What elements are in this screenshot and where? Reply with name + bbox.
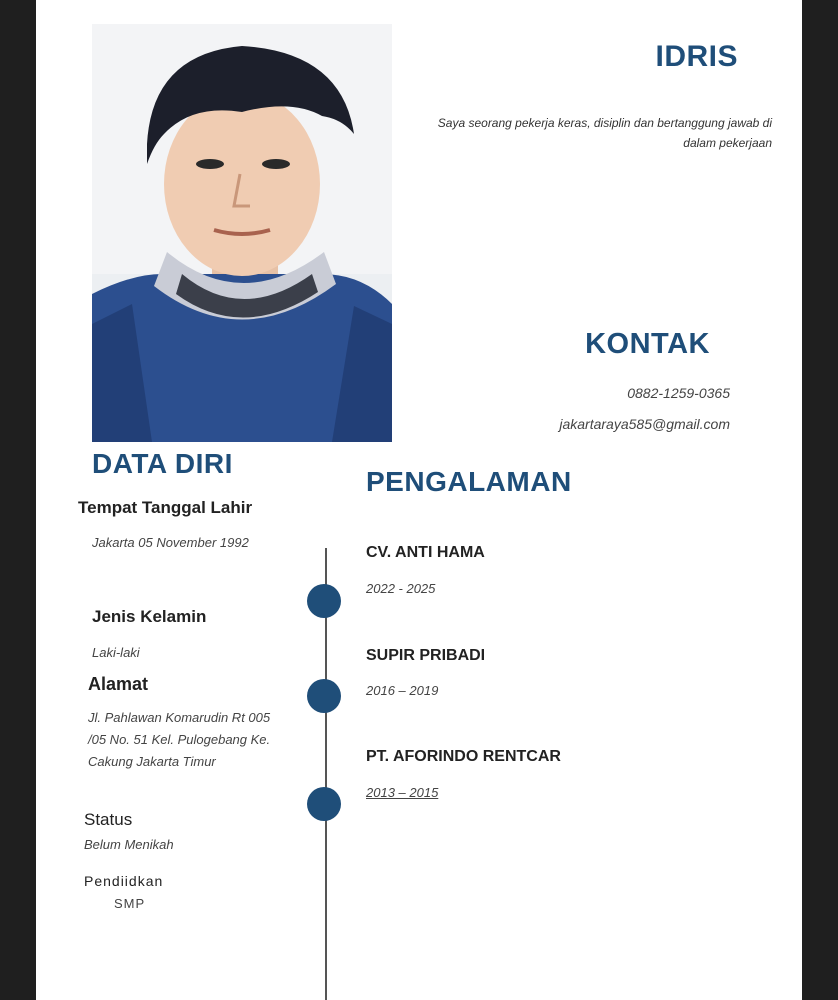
- address-label: Alamat: [88, 674, 149, 694]
- birth-value: Jakarta 05 November 1992: [92, 535, 249, 550]
- timeline-dot: [307, 679, 341, 713]
- kontak-heading: KONTAK: [585, 328, 710, 360]
- candidate-name: IDRIS: [655, 40, 738, 73]
- job-title: CV. ANTI HAMA: [366, 544, 485, 561]
- timeline-dot: [307, 584, 341, 618]
- email-address: jakartaraya585@gmail.com: [559, 416, 730, 432]
- phone-number: 0882-1259-0365: [627, 385, 730, 401]
- profile-photo: [92, 24, 392, 442]
- job-title: SUPIR PRIBADI: [366, 647, 486, 664]
- gender-label: Jenis Kelamin: [92, 607, 207, 626]
- education-value: SMP: [114, 896, 146, 911]
- job-years: 2022 - 2025: [366, 581, 436, 596]
- status-value: Belum Menikah: [84, 837, 174, 852]
- address-value: Jl. Pahlawan Komarudin Rt 005 /05 No. 51 Kel. Pulogebang Ke. Cakung Jakarta Timur: [88, 710, 271, 769]
- birth-label: Tempat Tanggal Lahir: [78, 498, 253, 517]
- data-diri-heading: DATA DIRI: [92, 448, 233, 479]
- job-title: PT. AFORINDO RENTCAR: [366, 748, 561, 765]
- tagline: Saya seorang pekerja keras, disiplin dan bertanggung jawab di dalam pekerjaan: [437, 116, 772, 150]
- education-label: Pendiidkan: [84, 873, 164, 889]
- status-label: Status: [84, 810, 133, 829]
- job-years: 2013 – 2015: [366, 785, 439, 800]
- cv-page: [36, 0, 802, 1000]
- job-years: 2016 – 2019: [366, 683, 439, 698]
- timeline-dot: [307, 787, 341, 821]
- pengalaman-heading: PENGALAMAN: [366, 466, 572, 497]
- gender-value: Laki-laki: [92, 645, 140, 660]
